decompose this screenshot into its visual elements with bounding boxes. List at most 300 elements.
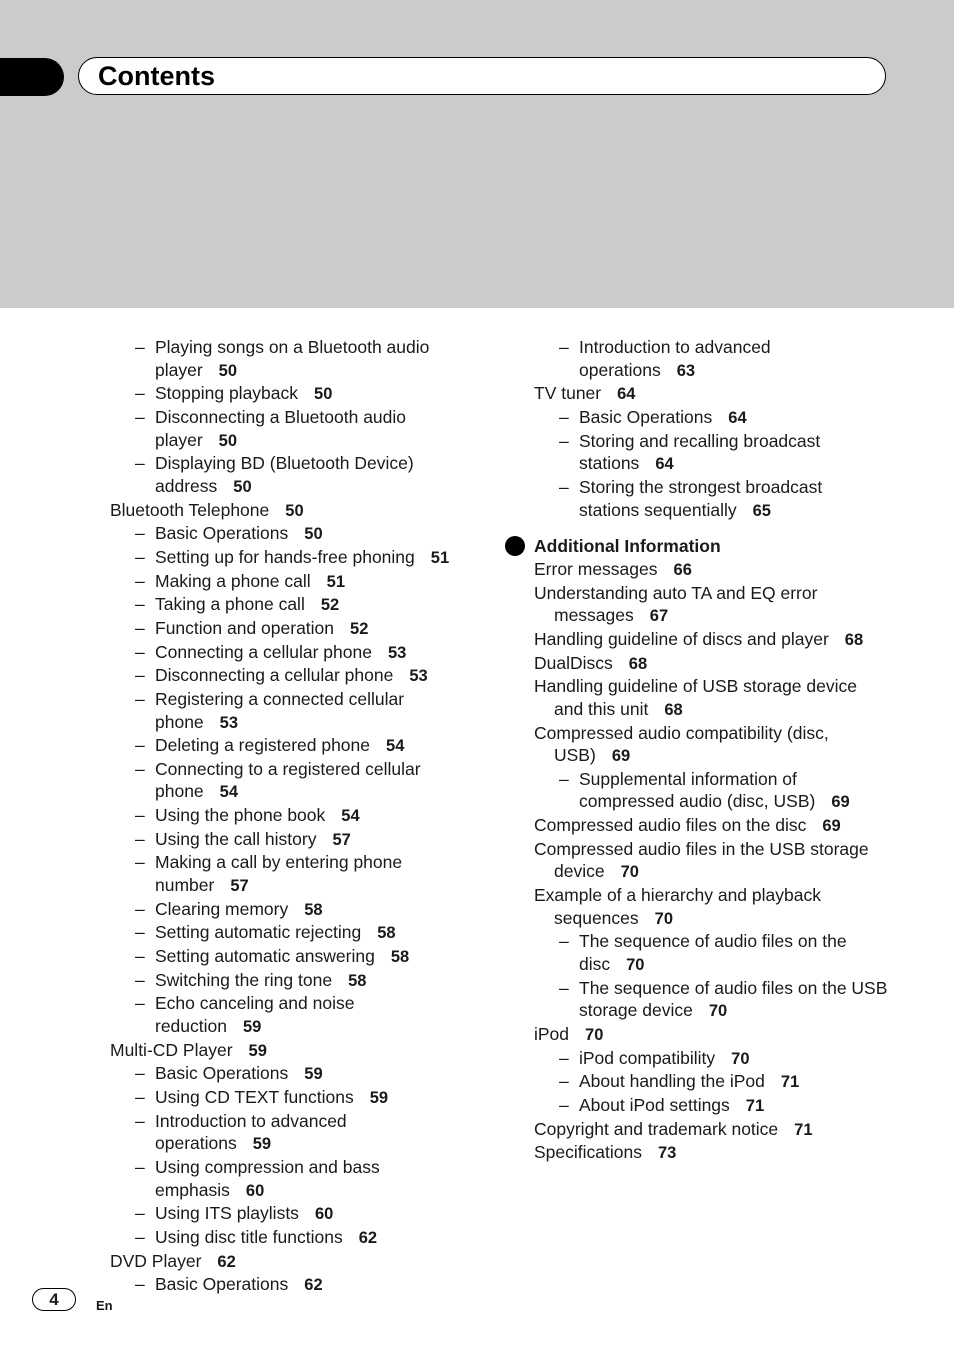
toc-entry-text: Introduction to advanced (155, 1110, 347, 1131)
dash-marker: – (559, 406, 569, 427)
toc-entry-line (155, 1062, 470, 1086)
toc-page-number: 53 (409, 667, 428, 686)
toc-entry-line (110, 1039, 470, 1063)
dash-marker: – (135, 546, 145, 567)
toc-entry-text: Introduction to advanced (579, 337, 771, 357)
toc-page-number: 64 (728, 408, 747, 427)
toc-entry (110, 382, 470, 406)
toc-entry (534, 652, 894, 676)
toc-entry-text: reduction (155, 1016, 227, 1037)
toc-left-column (110, 336, 470, 1297)
toc-entry (534, 768, 894, 814)
toc-entry (534, 814, 894, 838)
toc-entry-line (155, 1086, 470, 1110)
toc-entry-line (155, 382, 470, 406)
toc-entry-text: Stopping playback (155, 383, 299, 404)
toc-entry (534, 558, 894, 582)
toc-entry (534, 582, 894, 628)
toc-page-number: 59 (369, 1089, 389, 1107)
toc-entry-line (579, 977, 894, 1000)
toc-entry (110, 734, 470, 758)
toc-page-number: 50 (218, 361, 238, 380)
toc-entry-text: Using ITS playlists (155, 1203, 299, 1224)
toc-page-number: 50 (233, 477, 252, 496)
dash-marker: – (135, 1063, 145, 1084)
toc-entry-text: Deleting a registered phone (155, 735, 371, 756)
dash-marker: – (135, 946, 145, 967)
toc-entry-line (155, 992, 470, 1015)
toc-entry-line (155, 945, 470, 969)
toc-entry-line (579, 930, 894, 953)
toc-entry-text: iPod (534, 1024, 570, 1045)
toc-entry-text: TV tuner (534, 383, 602, 404)
toc-entry-line (155, 336, 470, 359)
toc-entry-line (534, 838, 894, 861)
toc-right-top (534, 336, 894, 522)
toc-entry (110, 1273, 470, 1297)
toc-entry (110, 992, 470, 1038)
toc-entry (110, 945, 470, 969)
dash-marker: – (135, 898, 145, 919)
toc-page-number: 71 (745, 1097, 765, 1115)
toc-entry-text: Basic Operations (155, 1063, 289, 1084)
toc-entry-text: Disconnecting a cellular phone (155, 665, 394, 686)
toc-entry-line (579, 790, 894, 814)
dash-marker: – (135, 617, 145, 638)
toc-entry-text: Clearing memory (155, 898, 289, 919)
dash-marker: – (135, 993, 145, 1014)
page-number-badge: 4 (32, 1288, 76, 1311)
toc-entry-line (534, 814, 894, 838)
toc-page-number: 66 (673, 560, 692, 579)
toc-page-number: 58 (377, 924, 396, 943)
toc-entry-line (110, 1250, 470, 1274)
toc-page-number: 52 (320, 596, 340, 615)
toc-entry (534, 406, 894, 430)
toc-entry-text: Handling guideline of USB storage device (534, 676, 857, 697)
toc-entry-line (579, 1070, 894, 1094)
toc-entry-text: The sequence of audio files on the USB (579, 977, 888, 998)
toc-page-number: 58 (390, 948, 410, 967)
dash-marker: – (135, 406, 145, 427)
toc-entry (110, 758, 470, 804)
toc-entry-line (155, 898, 470, 922)
toc-entry-line (534, 382, 894, 406)
toc-entry-line (155, 758, 470, 781)
toc-entry-text: Setting automatic answering (155, 946, 375, 967)
toc-entry-line (155, 359, 470, 383)
toc-page-number: 68 (844, 630, 864, 649)
dash-marker: – (559, 931, 569, 952)
toc-entry-line (155, 780, 470, 804)
toc-entry-text: Copyright and trademark notice (534, 1118, 779, 1139)
toc-page-number: 70 (731, 1049, 750, 1068)
toc-entry-text: Setting up for hands-free phoning (155, 546, 415, 567)
toc-entry-text: iPod compatibility (579, 1047, 716, 1068)
toc-entry-text: phone (155, 781, 204, 802)
toc-entry (534, 1118, 894, 1142)
toc-entry-text: operations (579, 359, 661, 380)
toc-page-number: 58 (348, 971, 367, 990)
toc-entry-line (579, 1094, 894, 1118)
toc-entry-line (155, 1156, 470, 1179)
toc-entry-line (155, 711, 470, 735)
toc-entry (534, 1047, 894, 1071)
toc-entry-text: Understanding auto TA and EQ error (534, 582, 818, 603)
toc-entry-line (579, 999, 894, 1023)
toc-entry-line (534, 1141, 894, 1165)
toc-page-number: 71 (780, 1073, 800, 1092)
toc-entry-text: Using the call history (155, 828, 317, 849)
toc-entry-text: USB) (554, 745, 596, 766)
toc-entry-line (155, 804, 470, 828)
toc-entry-line (155, 1179, 470, 1203)
toc-entry-text: phone (155, 711, 204, 732)
toc-page-number: 50 (314, 385, 333, 404)
toc-entry-line (155, 851, 470, 874)
dash-marker: – (559, 476, 569, 497)
chapter-tab (0, 58, 64, 96)
toc-entry-text: Specifications (534, 1142, 642, 1163)
toc-entry-text: Disconnecting a Bluetooth audio (155, 406, 407, 427)
toc-entry-line (155, 570, 470, 594)
toc-right-bottom (534, 558, 894, 1165)
toc-page-number: 58 (304, 900, 323, 919)
toc-entry-text: Function and operation (155, 617, 335, 638)
toc-page-number: 69 (822, 817, 841, 836)
toc-entry-text: and this unit (554, 698, 649, 719)
toc-entry-text: Displaying BD (Bluetooth Device) (155, 453, 414, 474)
toc-entry-text: sequences (554, 907, 639, 928)
toc-entry-line (155, 546, 470, 570)
toc-entry-text: Connecting a cellular phone (155, 641, 372, 662)
toc-page-number: 73 (657, 1144, 677, 1163)
toc-page-number: 59 (304, 1065, 323, 1084)
toc-page-number: 70 (626, 956, 645, 975)
toc-page-number: 52 (350, 619, 369, 638)
toc-entry (110, 1039, 470, 1063)
toc-entry-text: disc (579, 954, 611, 975)
toc-entry-line (155, 406, 470, 429)
dash-marker: – (135, 1156, 145, 1177)
toc-page-number: 69 (611, 747, 631, 766)
dash-marker: – (135, 594, 145, 615)
toc-entry-line (155, 921, 470, 945)
toc-page-number: 70 (708, 1002, 728, 1021)
toc-entry (110, 851, 470, 897)
toc-entry-text: messages (554, 605, 634, 626)
toc-entry-line (534, 652, 894, 676)
dash-marker: – (559, 1095, 569, 1115)
toc-entry-line (534, 698, 894, 722)
toc-entry (534, 1141, 894, 1165)
toc-entry-text: Multi-CD Player (110, 1039, 233, 1060)
toc-page-number: 68 (628, 654, 648, 673)
toc-entry-line (579, 452, 894, 476)
toc-entry-line (155, 429, 470, 453)
toc-entry-line (155, 452, 470, 475)
toc-page-number: 65 (752, 501, 771, 520)
toc-entry-line (155, 1132, 470, 1156)
dash-marker: – (135, 922, 145, 943)
toc-entry-text: Playing songs on a Bluetooth audio (155, 337, 430, 357)
toc-entry-line (155, 522, 470, 546)
toc-entry-text: Basic Operations (155, 1274, 289, 1295)
toc-entry-text: Basic Operations (579, 406, 713, 427)
section-bullet-icon (505, 536, 525, 556)
toc-entry (110, 570, 470, 594)
dash-marker: – (135, 665, 145, 686)
toc-page-number: 71 (794, 1120, 813, 1139)
toc-page-number: 54 (386, 737, 405, 756)
toc-entry-text: About handling the iPod (579, 1071, 765, 1092)
toc-entry-line (534, 722, 894, 745)
toc-entry (110, 1202, 470, 1226)
toc-page-number: 59 (252, 1135, 272, 1154)
toc-page-number: 53 (219, 713, 239, 732)
dash-marker: – (135, 758, 145, 779)
toc-entry-line (155, 641, 470, 665)
toc-page-number: 60 (245, 1181, 265, 1200)
dash-marker: – (135, 805, 145, 826)
dash-marker: – (135, 337, 145, 357)
toc-entry-text: Using CD TEXT functions (155, 1087, 354, 1107)
toc-entry (110, 804, 470, 828)
toc-entry-text: address (155, 475, 218, 496)
page-title: Contents (98, 61, 215, 91)
toc-entry-line (110, 499, 470, 523)
toc-entry-text: Basic Operations (155, 523, 289, 544)
toc-entry (110, 617, 470, 641)
toc-entry-line (579, 430, 894, 453)
toc-entry (110, 593, 470, 617)
toc-entry-line (579, 768, 894, 791)
toc-entry-line (155, 593, 470, 617)
toc-page-number: 64 (617, 385, 636, 404)
toc-entry (110, 898, 470, 922)
toc-entry-line (534, 884, 894, 907)
toc-entry (110, 969, 470, 993)
dash-marker: – (135, 1203, 145, 1224)
toc-entry (110, 664, 470, 688)
toc-entry-text: Error messages (534, 558, 658, 579)
toc-entry (110, 336, 470, 382)
dash-marker: – (559, 430, 569, 451)
toc-entry-text: Compressed audio files on the disc (534, 815, 807, 836)
toc-entry-text: Bluetooth Telephone (110, 499, 270, 520)
toc-entry (110, 1062, 470, 1086)
toc-entry-text: Compressed audio compatibility (disc, (534, 722, 829, 743)
toc-entry-line (155, 688, 470, 711)
toc-entry-text: stations sequentially (579, 499, 737, 520)
toc-entry-text: emphasis (155, 1179, 230, 1200)
toc-entry-text: Switching the ring tone (155, 969, 333, 990)
toc-entry-line (579, 406, 894, 430)
toc-entry-text: operations (155, 1133, 237, 1154)
dash-marker: – (135, 969, 145, 990)
toc-page-number: 70 (585, 1026, 604, 1045)
dash-marker: – (135, 570, 145, 591)
dash-marker: – (559, 977, 569, 998)
toc-entry-line (579, 953, 894, 977)
toc-page-number: 62 (217, 1252, 236, 1271)
toc-entry-text: Registering a connected cellular (155, 688, 405, 709)
dash-marker: – (135, 735, 145, 756)
dash-marker: – (135, 383, 145, 404)
toc-entry-text: Making a phone call (155, 570, 311, 591)
toc-entry-text: Using the phone book (155, 805, 326, 826)
toc-page-number: 51 (326, 572, 346, 591)
toc-entry-line (579, 1047, 894, 1071)
toc-entry (110, 828, 470, 852)
toc-entry-line (534, 860, 894, 884)
toc-entry-line (155, 1226, 470, 1250)
toc-entry-line (579, 476, 894, 499)
toc-entry-line (534, 744, 894, 768)
toc-page-number: 64 (655, 455, 674, 474)
toc-entry-line (155, 475, 470, 499)
toc-entry (110, 688, 470, 734)
toc-entry (534, 675, 894, 721)
toc-entry-text: player (155, 429, 203, 450)
toc-page-number: 62 (358, 1228, 378, 1247)
toc-page-number: 70 (654, 909, 674, 928)
toc-entry-line (534, 604, 894, 628)
toc-page-number: 70 (620, 863, 639, 882)
toc-entry (534, 430, 894, 476)
dash-marker: – (559, 337, 569, 357)
toc-page-number: 59 (243, 1018, 262, 1037)
toc-entry-text: Connecting to a registered cellular (155, 758, 421, 779)
toc-entry (110, 921, 470, 945)
dash-marker: – (135, 523, 145, 544)
toc-entry-text: Supplemental information of (579, 768, 797, 789)
toc-entry (110, 1156, 470, 1202)
toc-entry (110, 522, 470, 546)
toc-entry-text: DVD Player (110, 1250, 202, 1271)
dash-marker: – (135, 1274, 145, 1295)
toc-entry-text: Making a call by entering phone (155, 852, 403, 873)
toc-entry-text: Using compression and bass (155, 1156, 380, 1177)
toc-entry-line (155, 734, 470, 758)
section-heading: Additional Information (534, 536, 721, 557)
toc-entry (110, 546, 470, 570)
toc-entry (534, 1023, 894, 1047)
toc-entry-line (579, 499, 894, 523)
toc-page-number: 57 (332, 830, 351, 849)
toc-right-column (534, 336, 894, 1165)
toc-entry-text: Setting automatic rejecting (155, 922, 362, 943)
dash-marker: – (135, 1226, 145, 1247)
toc-entry (534, 884, 894, 930)
toc-page-number: 53 (387, 643, 407, 662)
toc-entry-line (155, 828, 470, 852)
toc-entry (534, 628, 894, 652)
toc-entry (534, 977, 894, 1023)
toc-entry (534, 382, 894, 406)
dash-marker: – (135, 688, 145, 709)
toc-page-number: 50 (285, 501, 304, 520)
toc-entry-text: Example of a hierarchy and playback (534, 885, 821, 906)
toc-entry (534, 1094, 894, 1118)
dash-marker: – (135, 1087, 145, 1107)
toc-entry-text: Handling guideline of discs and player (534, 628, 829, 649)
toc-entry (534, 722, 894, 768)
toc-entry-line (155, 1110, 470, 1133)
toc-page-number: 50 (304, 525, 323, 544)
toc-entry (534, 1070, 894, 1094)
dash-marker: – (135, 453, 145, 474)
dash-marker: – (135, 852, 145, 873)
toc-page-number: 50 (218, 431, 238, 450)
toc-entry-text: The sequence of audio files on the (579, 931, 847, 952)
toc-entry-text: number (155, 875, 215, 896)
toc-page-number: 59 (248, 1041, 267, 1060)
toc-entry-line (155, 874, 470, 898)
toc-entry-line (155, 617, 470, 641)
toc-page-number: 63 (676, 361, 696, 380)
section-additional-information (534, 535, 894, 558)
toc-entry-line (579, 359, 894, 383)
toc-entry-text: compressed audio (disc, USB) (579, 791, 816, 812)
toc-page-number: 54 (219, 783, 239, 802)
toc-page-number: 57 (230, 877, 249, 896)
toc-entry (110, 1250, 470, 1274)
toc-page-number: 54 (341, 807, 360, 826)
toc-page-number: 69 (831, 793, 850, 812)
toc-entry (534, 476, 894, 522)
toc-entry (534, 838, 894, 884)
toc-entry-line (155, 1015, 470, 1039)
toc-entry-line (155, 664, 470, 688)
toc-entry-text: DualDiscs (534, 652, 613, 673)
toc-entry-text: Using disc title functions (155, 1226, 343, 1247)
toc-entry-line (534, 628, 894, 652)
toc-entry-text: About iPod settings (579, 1095, 730, 1115)
toc-entry-line (534, 907, 894, 931)
language-label: En (96, 1298, 113, 1313)
toc-entry (534, 336, 894, 382)
toc-entry-line (534, 582, 894, 605)
toc-entry-line (534, 1023, 894, 1047)
toc-entry-text: Compressed audio files in the USB storage (534, 838, 869, 859)
toc-entry-text: Storing the strongest broadcast (579, 476, 823, 497)
dash-marker: – (559, 1071, 569, 1092)
toc-entry-text: Storing and recalling broadcast (579, 430, 821, 451)
toc-entry-line (155, 1273, 470, 1297)
toc-entry (110, 641, 470, 665)
toc-page-number: 60 (314, 1205, 334, 1224)
toc-entry-text: Taking a phone call (155, 594, 305, 615)
toc-page-number: 51 (430, 548, 450, 567)
toc-entry-text: stations (579, 453, 640, 474)
dash-marker: – (559, 1047, 569, 1068)
toc-entry-text: player (155, 359, 203, 380)
toc-entry (110, 1110, 470, 1156)
toc-entry-text: Echo canceling and noise (155, 993, 355, 1014)
toc-entry (110, 452, 470, 498)
toc-entry (534, 930, 894, 976)
toc-entry-line (534, 558, 894, 582)
toc-entry-line (534, 1118, 894, 1142)
toc-page-number: 68 (664, 700, 683, 719)
title-box (78, 57, 886, 95)
dash-marker: – (559, 768, 569, 789)
toc-page-number: 62 (304, 1276, 323, 1295)
toc-entry-text: device (554, 861, 605, 882)
toc-entry (110, 1086, 470, 1110)
toc-entry (110, 406, 470, 452)
